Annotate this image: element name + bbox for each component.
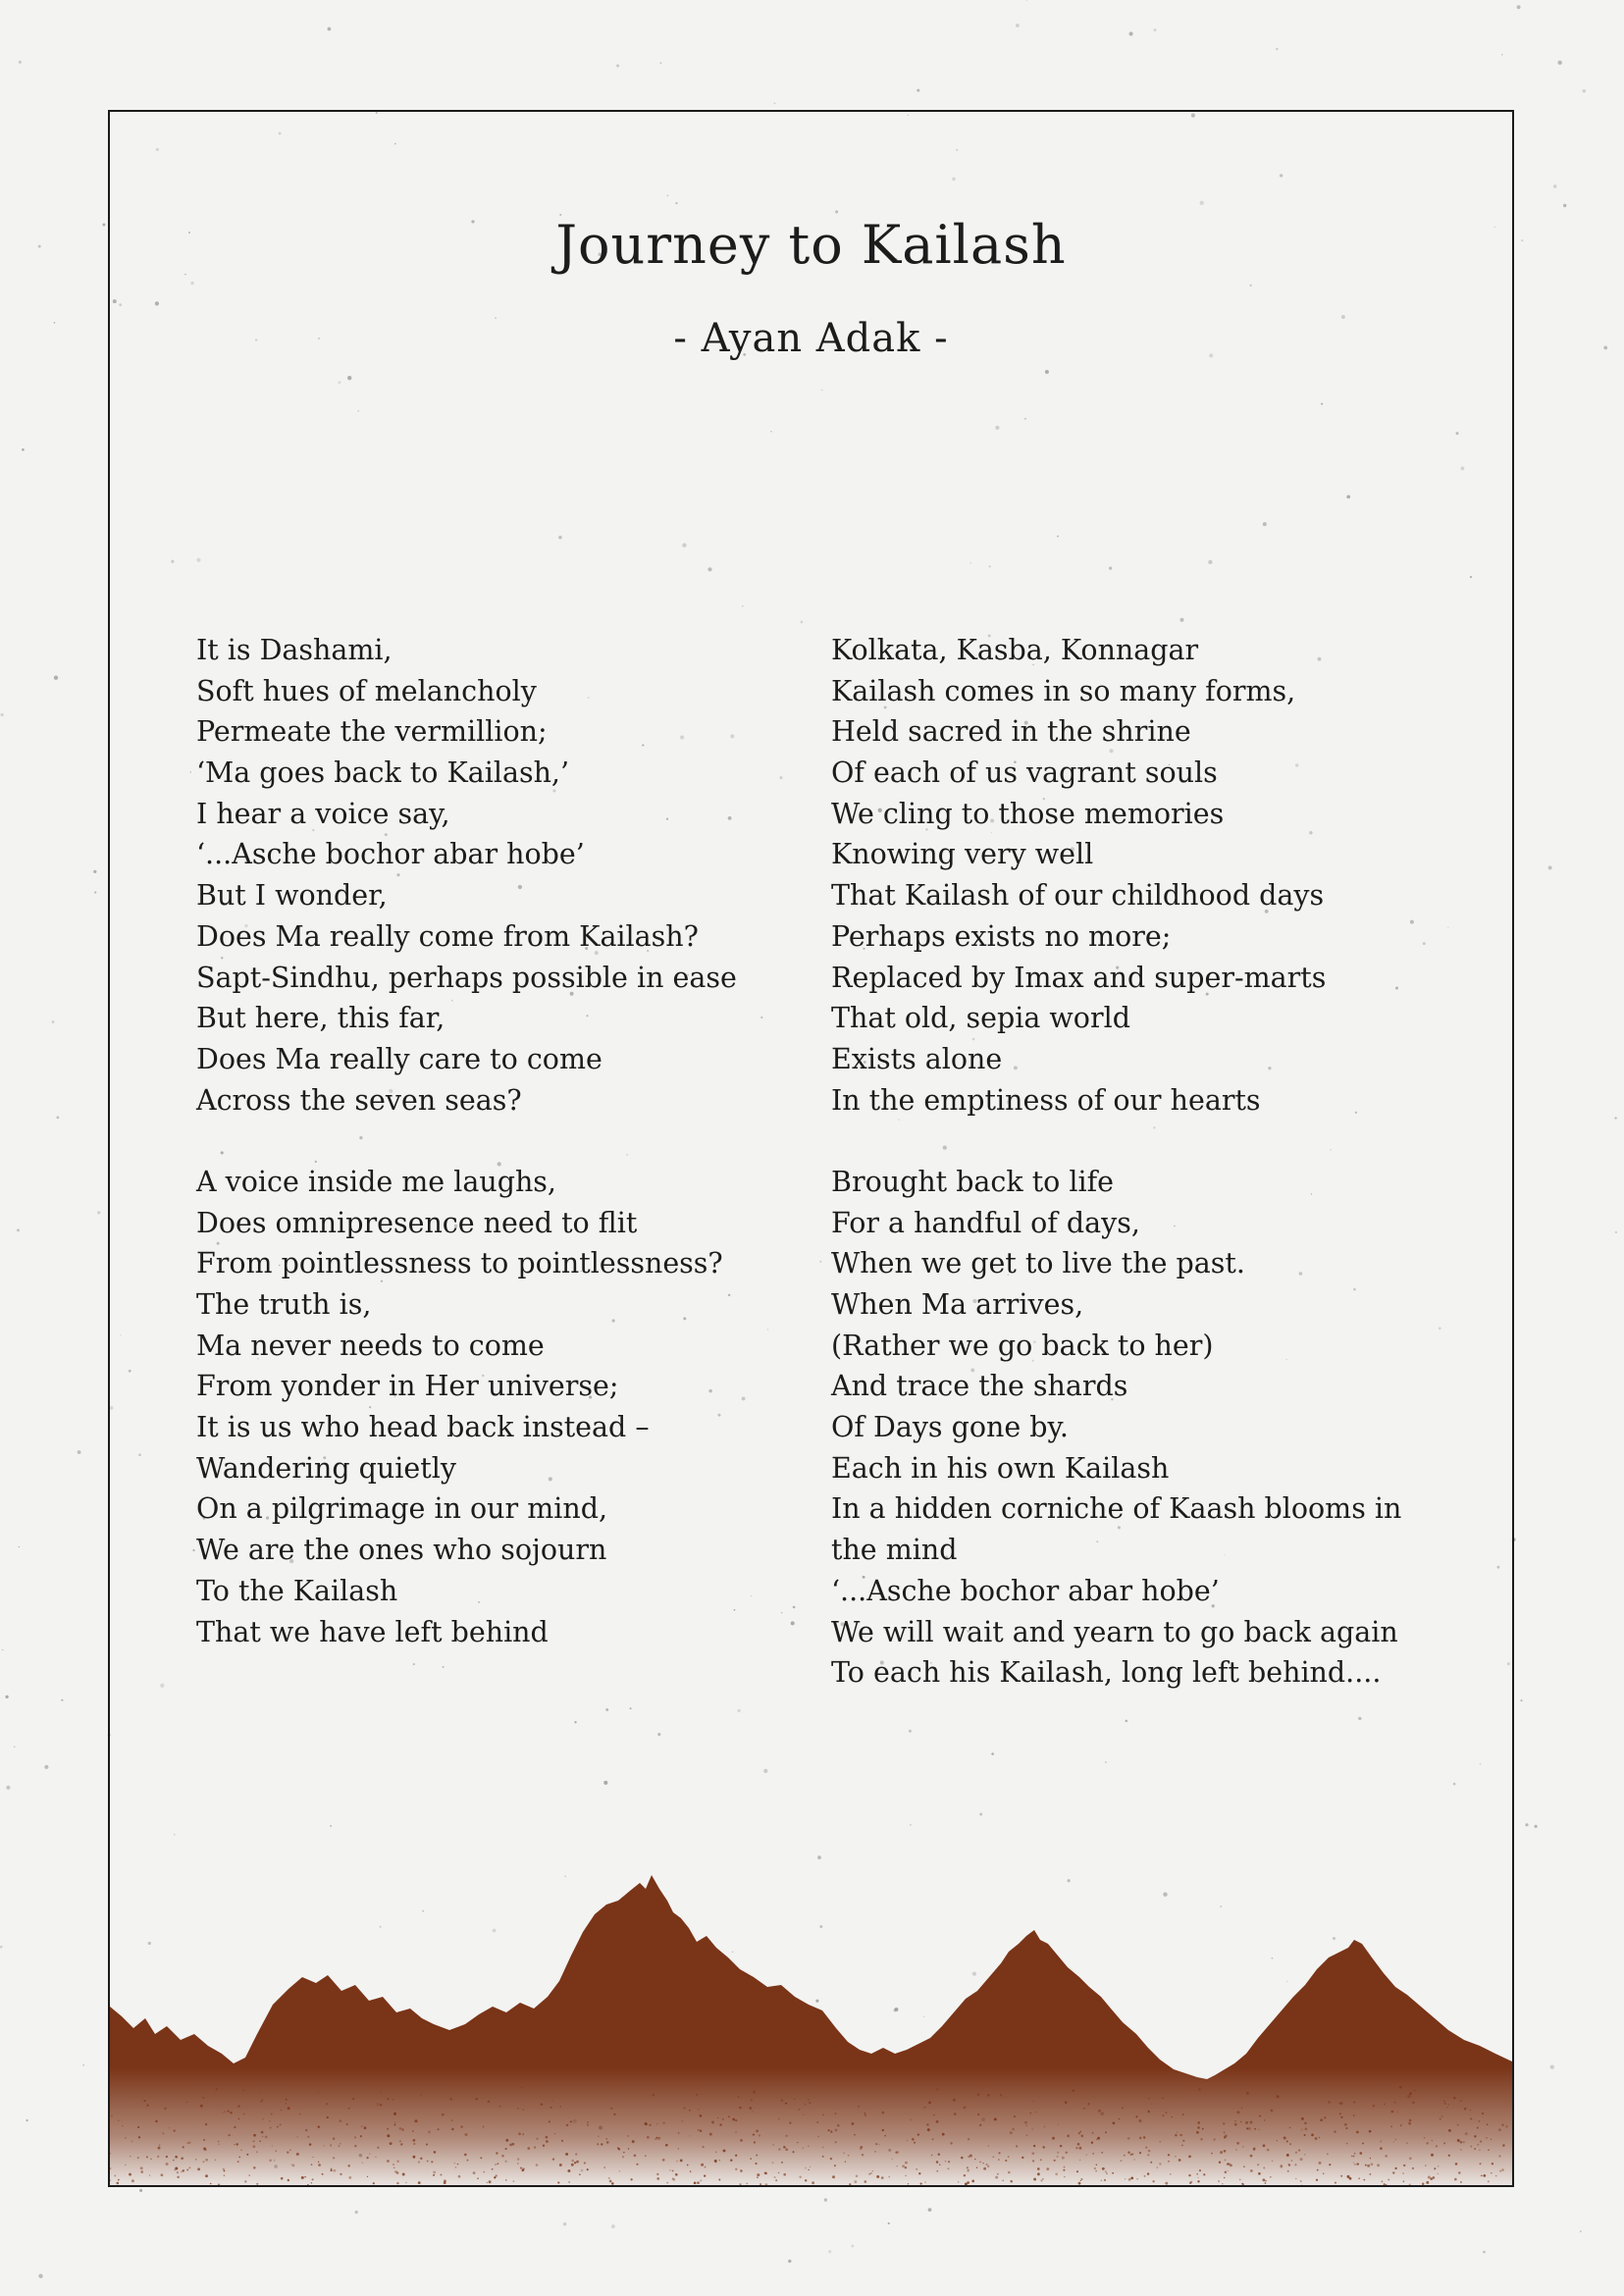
poem-line: When we get to live the past. — [831, 1247, 1245, 1280]
poem-line: On a pilgrimage in our mind, — [196, 1492, 607, 1526]
poem-line: For a handful of days, — [831, 1206, 1140, 1239]
poem-title: Journey to Kailash — [555, 214, 1067, 276]
poem-line: To each his Kailash, long left behind.... — [831, 1656, 1382, 1690]
poem-line: That we have left behind — [196, 1615, 549, 1648]
poem-line: That old, sepia world — [831, 1002, 1130, 1035]
poem-line: Kolkata, Kasba, Konnagar — [831, 634, 1199, 666]
poem-line: ‘...Asche bochor abar hobe’ — [196, 838, 585, 871]
poem-line: Across the seven seas? — [196, 1083, 522, 1117]
poem-line: Does omnipresence need to flit — [196, 1206, 638, 1239]
poem-line: And trace the shards — [831, 1370, 1128, 1403]
poem-line: ‘Ma goes back to Kailash,’ — [196, 757, 570, 790]
poem-line: Of each of us vagrant souls — [831, 757, 1218, 790]
poem-line: That Kailash of our childhood days — [831, 879, 1325, 913]
poem-line: We cling to those memories — [831, 797, 1225, 830]
poem-line: To the Kailash — [196, 1574, 398, 1607]
mountain-range-illustration — [110, 1861, 1512, 2185]
poem-left-column — [196, 630, 737, 1652]
poem-line: Kailash comes in so many forms, — [831, 674, 1296, 707]
poem-line: Wandering quietly — [196, 1451, 456, 1485]
mountain-silhouette — [110, 1875, 1512, 2185]
poem-line: Perhaps exists no more; — [831, 919, 1172, 953]
poem-line: Does Ma really come from Kailash? — [196, 919, 699, 953]
poem-line: Ma never needs to come — [196, 1329, 545, 1362]
poem-line: Replaced by Imax and super-marts — [831, 961, 1327, 994]
poem-line: We are the ones who sojourn — [196, 1534, 607, 1567]
poem-line: In the emptiness of our hearts — [831, 1083, 1261, 1117]
poem-line: It is us who head back instead – — [196, 1411, 650, 1444]
stanza-break — [831, 1121, 1401, 1162]
poem-line: In a hidden corniche of Kaash blooms in — [831, 1492, 1402, 1526]
poem-line: Each in his own Kailash — [831, 1451, 1170, 1485]
poem-line: (Rather we go back to her) — [831, 1329, 1214, 1362]
poem-line: It is Dashami, — [196, 634, 393, 666]
poem-line: But I wonder, — [196, 879, 388, 913]
poem-line: Does Ma really care to come — [196, 1042, 602, 1075]
poem-line: I hear a voice say, — [196, 797, 450, 830]
poem-line: the mind — [831, 1534, 958, 1567]
poem-line: A voice inside me laughs, — [196, 1165, 556, 1198]
poem-author: - Ayan Adak - — [673, 316, 949, 361]
poem-line: Sapt-Sindhu, perhaps possible in ease — [196, 961, 737, 994]
poem-right-column — [831, 630, 1401, 1694]
poem-line: Soft hues of melancholy — [196, 674, 537, 707]
poem-line: Brought back to life — [831, 1165, 1115, 1198]
poem-line: Permeate the vermillion; — [196, 715, 548, 749]
stanza-break — [196, 1121, 737, 1162]
poem-line: Held sacred in the shrine — [831, 715, 1191, 749]
poem-line: Of Days gone by. — [831, 1411, 1069, 1444]
poem-line: When Ma arrives, — [831, 1288, 1084, 1321]
poem-line: Exists alone — [831, 1042, 1003, 1075]
poem-line: From yonder in Her universe; — [196, 1370, 619, 1403]
poem-line: The truth is, — [196, 1288, 372, 1321]
poem-line: But here, this far, — [196, 1002, 445, 1035]
poem-frame — [108, 110, 1514, 2187]
poem-line: We will wait and yearn to go back again — [831, 1615, 1398, 1648]
poem-line: Knowing very well — [831, 838, 1094, 871]
poem-line: From pointlessness to pointlessness? — [196, 1247, 723, 1280]
poem-line: ‘...Asche bochor abar hobe’ — [831, 1574, 1220, 1607]
